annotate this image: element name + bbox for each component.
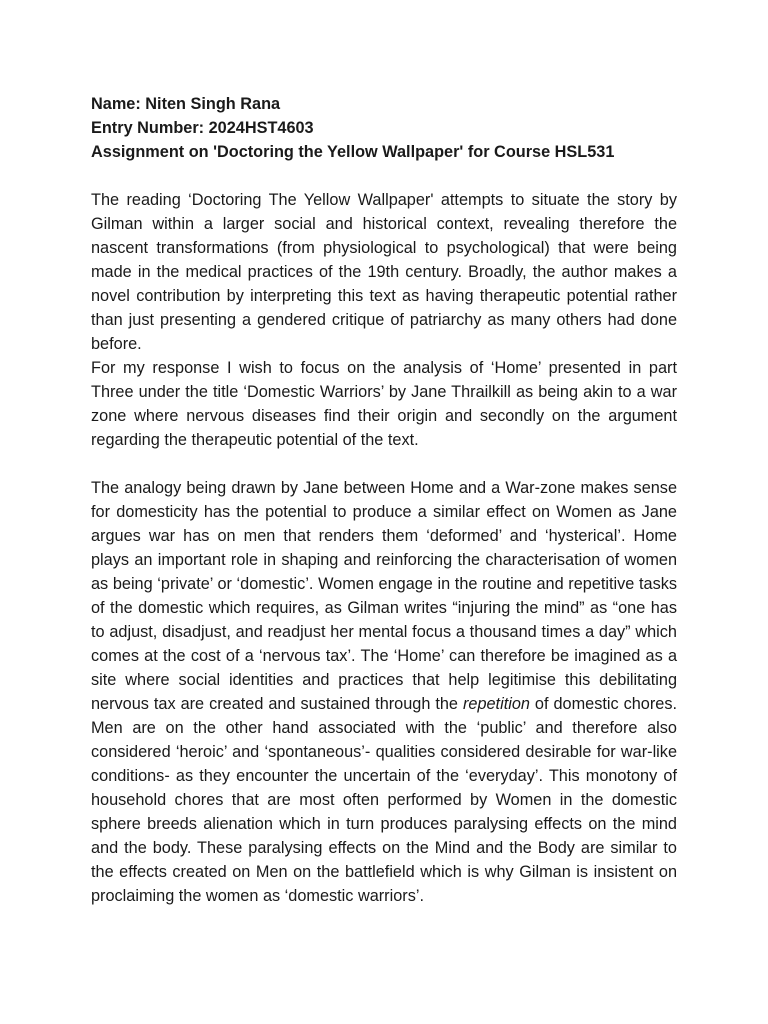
assignment-line: Assignment on 'Doctoring the Yellow Wallpaper' for Course HSL531 — [91, 143, 615, 161]
paragraph-1: The reading ‘Doctoring The Yellow Wallpaper' attempts to situate the story by Gilman within a larger social and historical context, revealing therefore the nascent transformations (from physiological to psychological) that were being made in the medical practices of the 19th century. Broadly, the author makes a novel contribution by interpreting this text as having therapeutic potential rather than just presenting a gendered critique of patriarchy as many others had done before. — [91, 191, 677, 353]
paragraph-3 — [91, 476, 677, 908]
entry-number-line: Entry Number: 2024HST4603 — [91, 119, 314, 137]
name-line: Name: Niten Singh Rana — [91, 95, 281, 113]
paragraph-3-italic-word: repetition — [462, 695, 530, 713]
spacer — [91, 164, 677, 188]
document-page — [91, 92, 677, 908]
paragraph-3-text-end: of domestic chores. Men are on the other hand associated with the ‘public’ and therefore also considered ‘heroic’ and ‘spontaneous’- qualities considered desirable for war-like conditions- as they encounter the uncertain of the ‘everyday’. This monotony of household chores that are most often performed by Women in the domestic sphere breeds alienation which in turn produces paralysing effects on the mind and the body. These paralysing effects on the Mind and the Body are similar to the effects created on Men on the battlefield which is why Gilman is insistent on proclaiming the women as ‘domestic warriors’. — [91, 695, 677, 905]
paragraph-3-text-start: The analogy being drawn by Jane between Home and a War-zone makes sense for domesticity has the potential to produce a similar effect on Women as Jane argues war has on men that renders them ‘deformed’ and ‘hysterical’. Home plays an important role in shaping and reinforcing the characterisation of women as being ‘private’ or ‘domestic’. Women engage in the routine and repetitive tasks of the domestic which requires, as Gilman writes “injuring the mind” as “one has to adjust, disadjust, and readjust her mental focus a thousand times a day” which comes at the cost of a ‘nervous tax’. The ‘Home’ can therefore be imagined as a site where social identities and practices that help legitimise this debilitating nervous tax are created and sustained through the — [91, 479, 677, 713]
spacer — [91, 452, 677, 476]
paragraph-2: For my response I wish to focus on the analysis of ‘Home’ presented in part Three under the title ‘Domestic Warriors’ by Jane Thrailkill as being akin to a war zone where nervous diseases find their origin and secondly on the argument regarding the therapeutic potential of the text. — [91, 359, 677, 449]
